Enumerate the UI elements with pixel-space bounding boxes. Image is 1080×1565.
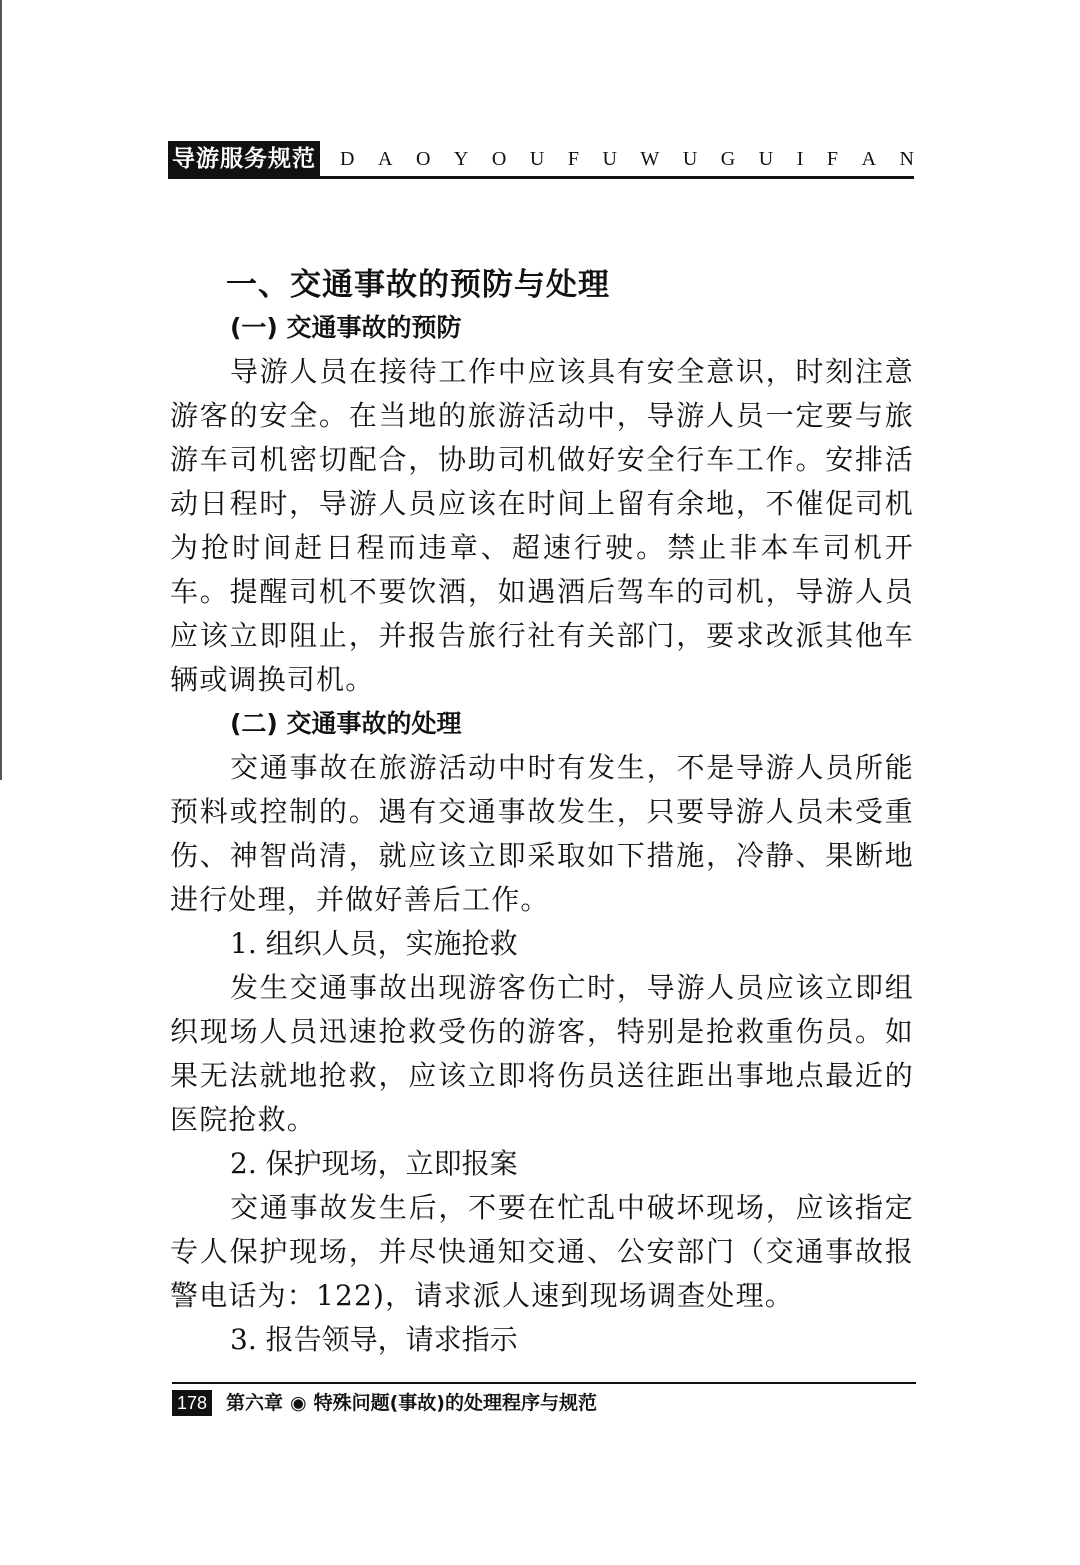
pinyin-letter: U [529,147,545,170]
pinyin-letter: G [720,147,736,170]
pinyin-letter: F [826,147,839,170]
chapter-title [226,1389,597,1417]
chapter-name: 特殊问题(事故)的处理程序与规范 [313,1392,597,1414]
pinyin-letter: A [377,147,393,170]
pinyin-letter: D [340,147,355,170]
step-title-rescue: 1. 组织人员，实施抢救 [230,927,518,960]
subsection-heading-handling: (二) 交通事故的处理 [230,709,462,738]
running-footer [172,1382,916,1422]
subsection-heading-prevention: (一) 交通事故的预防 [230,313,462,342]
pinyin-letter: O [415,147,431,170]
footer-rule [172,1382,916,1384]
step-text-rescue: 发生交通事故出现游客伤亡时，导游人员应该立即组织现场人员迅速抢救受伤的游客，特别是抢救重伤员。如果无法就地抢救，应该立即将伤员送往距出事地点最近的医院抢救。 [170,971,914,1136]
page-binding-edge [0,0,2,780]
pinyin-letter: U [602,147,617,170]
pinyin-letter: I [796,147,804,170]
section-title: 一、交通事故的预防与处理 [226,266,610,303]
chapter-bullet-icon: ◉ [290,1392,307,1414]
pinyin-letter: F [567,147,579,170]
page-number: 178 [172,1390,212,1416]
pinyin-letter: U [758,147,774,170]
pinyin-letter: U [682,147,698,170]
header-rule [168,176,914,179]
body-text [170,306,914,1362]
pinyin-title [340,145,914,173]
handling-intro-paragraph: 交通事故在旅游活动中时有发生，不是导游人员所能预料或控制的。遇有交通事故发生，只要导游人员未受重伤、神智尚清，就应该立即采取如下措施，冷静、果断地进行处理，并做好善后工作。 [170,751,914,916]
pinyin-letter: N [899,147,914,170]
step-text-report-case: 交通事故发生后，不要在忙乱中破坏现场，应该指定专人保护现场，并尽快通知交通、公安部门（交通事故报警电话为：122)，请求派人速到现场调查处理。 [170,1191,914,1312]
pinyin-letter: A [861,147,877,170]
pinyin-letter: W [640,147,660,170]
step-title-report-case: 2. 保护现场，立即报案 [230,1147,518,1180]
book-title-badge: 导游服务规范 [168,141,320,177]
running-header [168,141,914,177]
pinyin-letter: Y [453,147,469,170]
chapter-label: 第六章 [226,1392,284,1414]
prevention-paragraph: 导游人员在接待工作中应该具有安全意识，时刻注意游客的安全。在当地的旅游活动中，导游人员一定要与旅游车司机密切配合，协助司机做好安全行车工作。安排活动日程时，导游人员应该在时间上留有余地，不催促司机为抢时间赶日程而违章、超速行驶。禁止非本车司机开车。提醒司机不要饮酒，如遇酒后驾车的司机，导游人员应该立即阻止，并报告旅行社有关部门，要求改派其他车辆或调换司机。 [170,355,914,696]
step-title-report-leader: 3. 报告领导，请求指示 [230,1323,518,1356]
pinyin-letter: O [491,147,507,170]
